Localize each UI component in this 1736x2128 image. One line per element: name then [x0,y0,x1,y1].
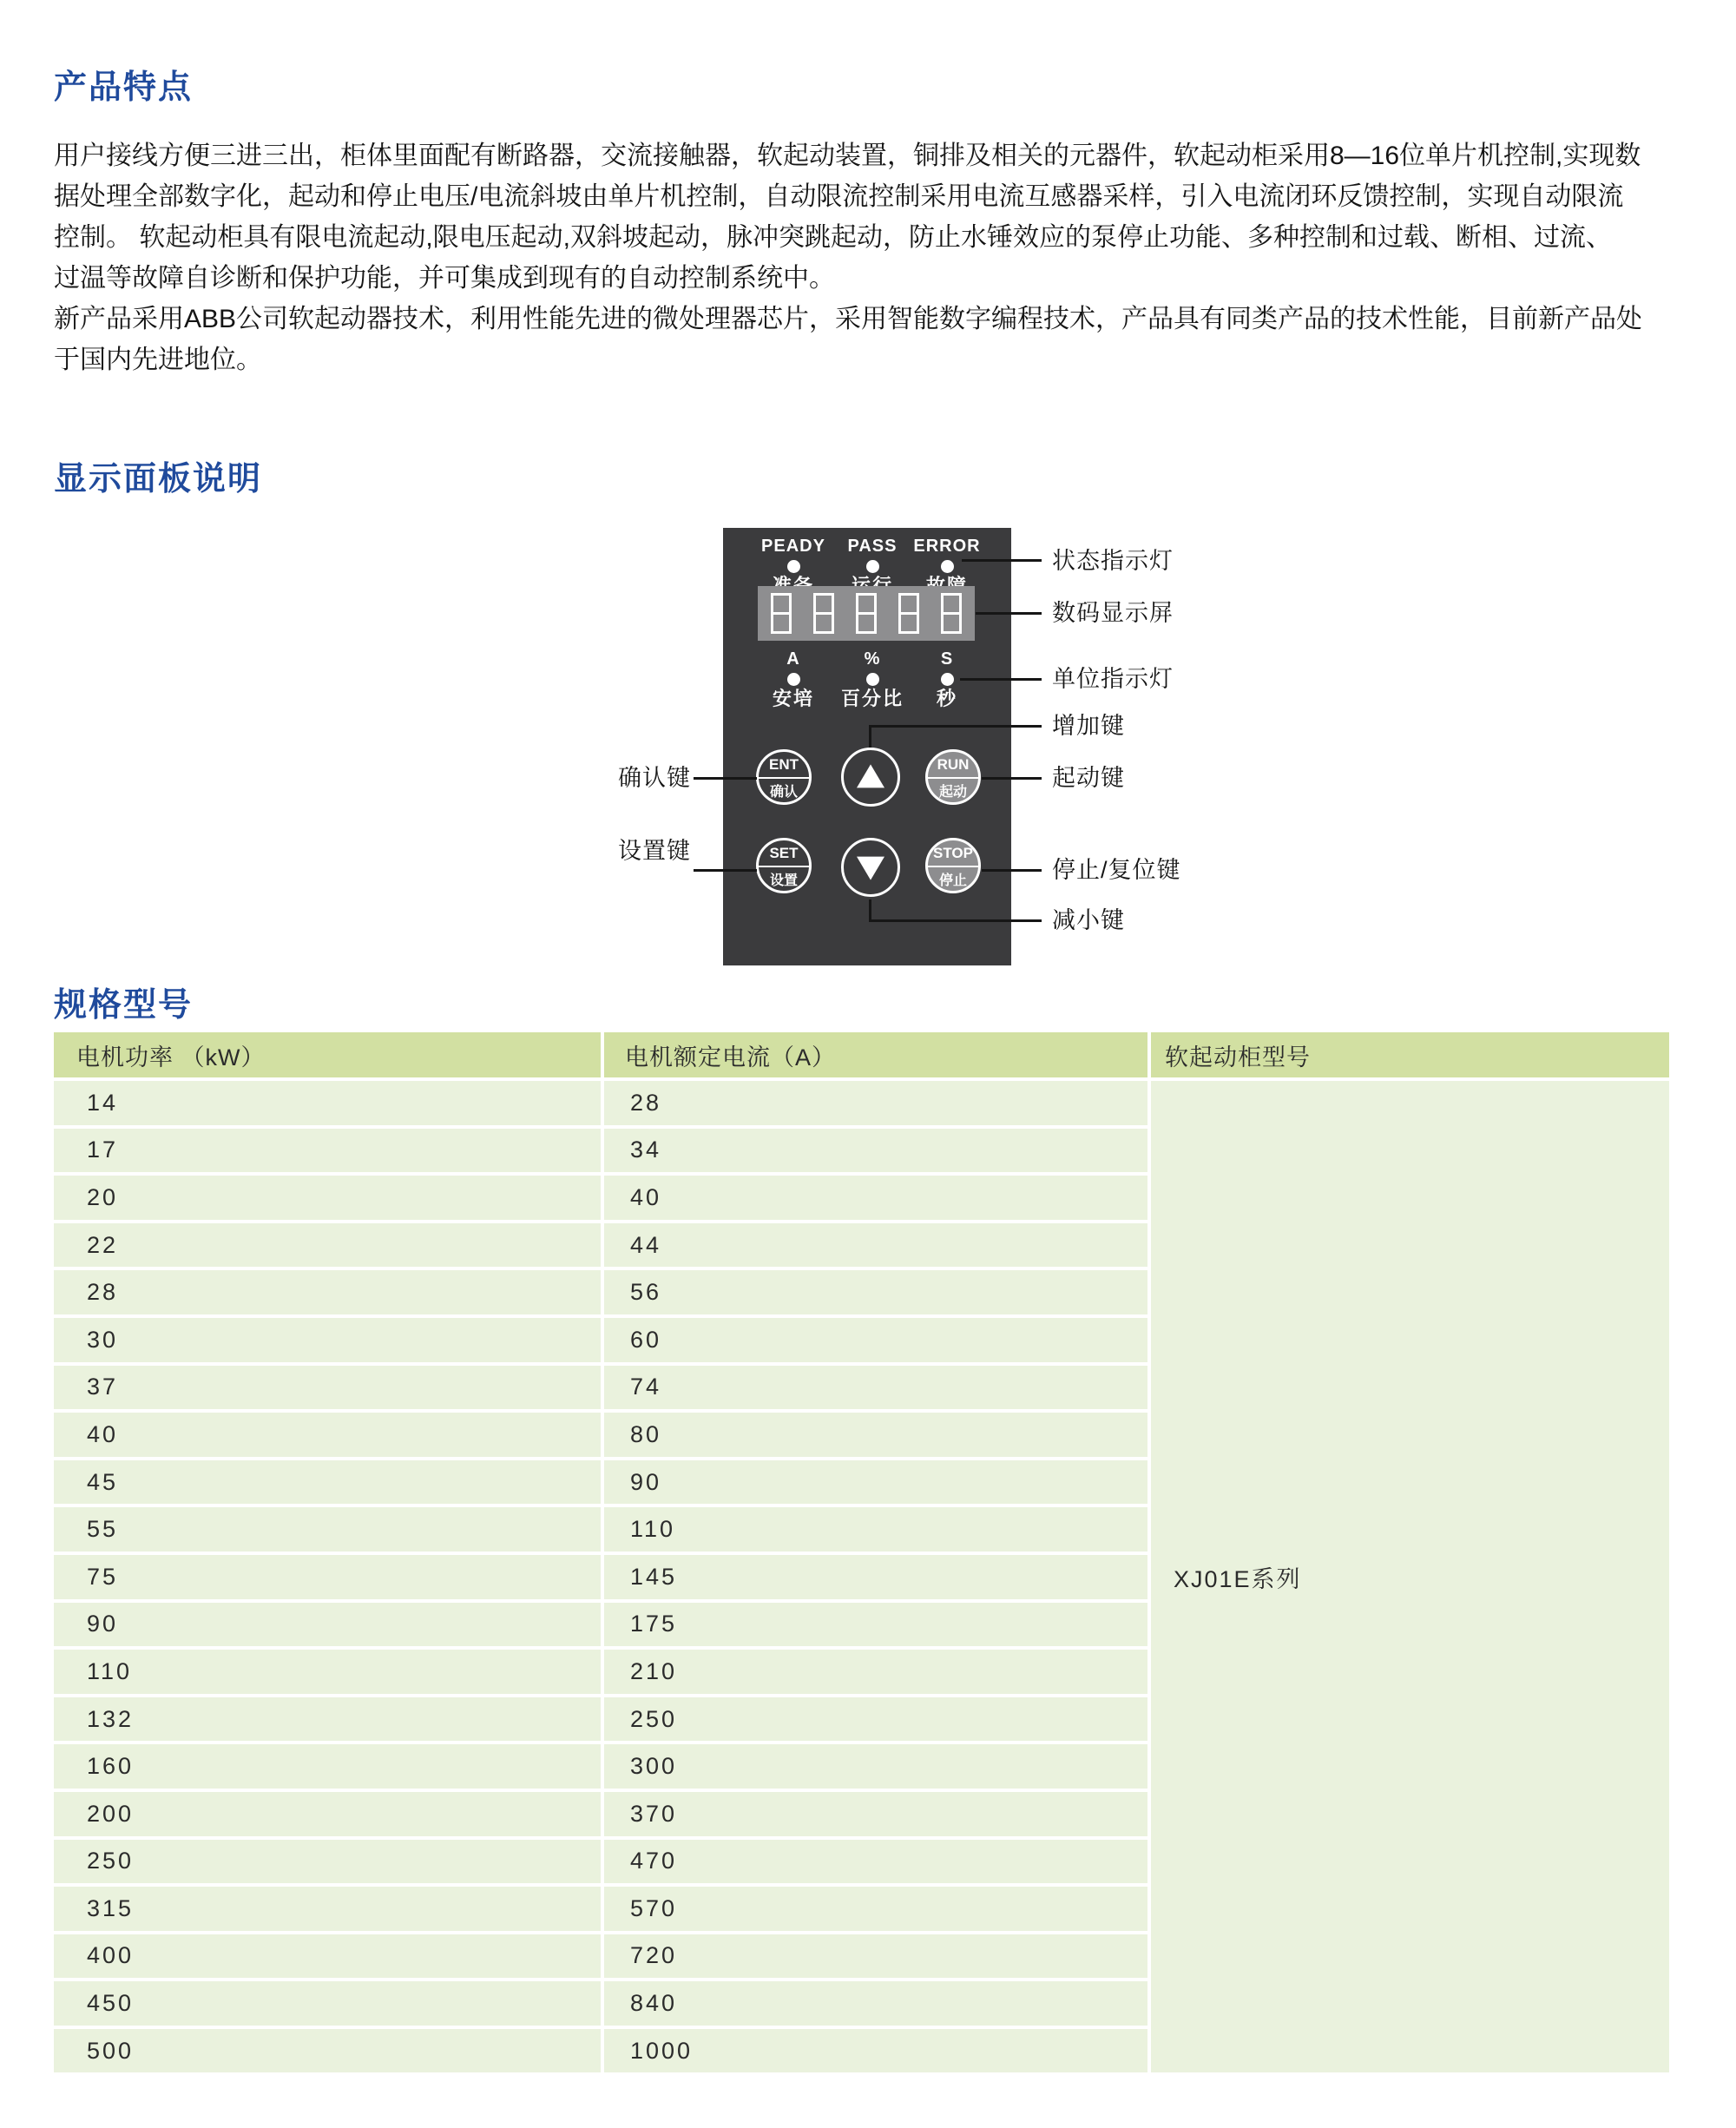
current-cell: 90 [604,1460,1147,1505]
power-cell: 250 [54,1840,601,1884]
column-header-motor-power: 电机功率 （kW） [54,1032,601,1077]
down-arrow-icon [857,857,884,880]
ampere-led-icon [787,673,800,686]
run-start-button [925,749,981,805]
table-row [54,1792,1147,1836]
features-paragraph [54,135,1703,380]
callout-stop-reset-key: 停止/复位键 [1052,857,1181,883]
current-cell: 40 [604,1176,1147,1220]
unit-led-second-label-en: S [940,649,954,669]
current-cell: 175 [604,1603,1147,1647]
callout-decrease-key: 减小键 [1052,907,1125,933]
callout-increase-key: 增加键 [1052,713,1125,739]
spec-table-body [54,1081,1147,2076]
power-cell: 55 [54,1507,601,1552]
power-cell: 500 [54,2029,601,2073]
current-cell: 840 [604,1981,1147,2026]
current-cell: 370 [604,1792,1147,1836]
run-button-label-cn: 起动 [938,785,967,800]
features-line: 用户接线方便三进三出，柜体里面配有断路器，交流接触器，软起动装置，铜排及相关的元器件，软起动柜采用8—16位单片机控制,实现数 [54,142,1641,170]
current-cell: 80 [604,1413,1147,1457]
leader-line-stop [982,869,1042,872]
up-arrow-icon [857,764,884,787]
power-cell: 132 [54,1697,601,1742]
power-cell: 400 [54,1934,601,1979]
current-cell: 56 [604,1270,1147,1314]
ent-button-label-cn: 确认 [769,785,798,800]
current-cell: 250 [604,1697,1147,1742]
increase-arrow-button [841,748,900,807]
second-led-icon [941,673,954,686]
power-cell: 30 [54,1318,601,1362]
power-cell: 40 [54,1413,601,1457]
power-cell: 28 [54,1270,601,1314]
power-cell: 22 [54,1223,601,1268]
run-button-label-en: RUN [928,752,978,779]
callout-digital-display: 数码显示屏 [1052,600,1174,626]
leader-line-set [694,869,757,872]
leader-line-decrease [869,919,1042,922]
current-cell: 300 [604,1744,1147,1789]
display-digit [898,593,919,634]
status-led-pass-label-en: PASS [847,537,898,556]
table-row [54,1981,1147,2026]
power-cell: 37 [54,1366,601,1410]
current-cell: 110 [604,1507,1147,1552]
table-row [54,1555,1147,1599]
features-line: 控制。 软起动柜具有限电流起动,限电压起动,双斜坡起动，脉冲突跳起动，防止水锤效应的泵停止功能、多种控制和过载、断相、过流、 [54,223,1613,252]
table-row [54,1840,1147,1884]
table-row [54,1318,1147,1362]
table-row [54,2029,1147,2073]
current-cell: 28 [604,1081,1147,1125]
display-digit [813,593,834,634]
table-row [54,1129,1147,1173]
specs-heading: 规格型号 [54,986,194,1024]
power-cell: 450 [54,1981,601,2026]
column-header-rated-current: 电机额定电流（A） [604,1032,1147,1077]
current-cell: 210 [604,1650,1147,1694]
leader-line-display [976,612,1042,615]
features-line: 于国内先进地位。 [54,346,262,374]
current-cell: 1000 [604,2029,1147,2073]
table-row [54,1603,1147,1647]
decrease-arrow-button [841,838,900,897]
power-cell: 110 [54,1650,601,1694]
stop-button-label-cn: 停止 [938,873,967,888]
callout-run-key: 起动键 [1052,765,1125,791]
table-row [54,1697,1147,1742]
power-cell: 90 [54,1603,601,1647]
leader-line-status [962,559,1042,562]
control-panel-illustration [723,528,1011,965]
leader-line-unit [960,678,1042,681]
table-row [54,1366,1147,1410]
power-cell: 17 [54,1129,601,1173]
leader-line-increase-vertical [869,725,871,748]
set-button-label-cn: 设置 [769,873,798,888]
current-cell: 470 [604,1840,1147,1884]
table-row [54,1270,1147,1314]
features-heading: 产品特点 [54,69,194,107]
table-row [54,1460,1147,1505]
callout-unit-leds: 单位指示灯 [1052,666,1174,692]
callout-status-leds: 状态指示灯 [1052,548,1174,574]
table-row [54,1650,1147,1694]
unit-led-percent-label-en: % [864,649,881,669]
power-cell: 200 [54,1792,601,1836]
callout-confirm-key: 确认键 [618,765,691,791]
display-digit [856,593,877,634]
set-button [756,838,812,893]
current-cell: 60 [604,1318,1147,1362]
current-cell: 34 [604,1129,1147,1173]
status-led-ready-label-en: PEADY [761,537,825,556]
seven-segment-display [758,586,975,641]
set-button-label-en: SET [759,840,809,867]
stop-button-label-en: STOP [928,840,978,867]
ready-led-icon [787,560,800,573]
current-cell: 570 [604,1887,1147,1931]
table-row [54,1223,1147,1268]
power-cell: 20 [54,1176,601,1220]
percent-led-icon [866,673,879,686]
table-row [54,1744,1147,1789]
leader-line-confirm [694,777,757,780]
unit-led-ampere-label-en: A [786,649,800,669]
current-cell: 720 [604,1934,1147,1979]
table-row [54,1507,1147,1552]
current-cell: 44 [604,1223,1147,1268]
column-header-cabinet-model: 软起动柜型号 [1151,1032,1669,1077]
power-cell: 315 [54,1887,601,1931]
unit-led-percent-label-cn: 百分比 [840,688,904,709]
features-line: 据处理全部数字化，起动和停止电压/电流斜坡由单片机控制，自动限流控制采用电流互感器采样，引入电流闭环反馈控制，实现自动限流 [54,182,1624,211]
callout-set-key: 设置键 [618,838,691,864]
current-cell: 74 [604,1366,1147,1410]
table-row [54,1887,1147,1931]
pass-led-icon [866,560,879,573]
error-led-icon [941,560,954,573]
leader-line-run [982,777,1042,780]
leader-line-increase [869,725,1042,728]
cabinet-model-merged-cell: XJ01E系列 [1151,1081,1669,2072]
table-row [54,1934,1147,1979]
power-cell: 75 [54,1555,601,1599]
features-line: 新产品采用ABB公司软起动器技术，利用性能先进的微处理器芯片，采用智能数字编程技术，产品具有同类产品的技术性能，目前新产品处 [54,305,1643,333]
unit-led-ampere-label-cn: 安培 [772,688,814,709]
ent-button-label-en: ENT [759,752,809,779]
table-row [54,1176,1147,1220]
unit-led-second-label-cn: 秒 [936,688,957,709]
panel-heading: 显示面板说明 [54,460,263,497]
current-cell: 145 [604,1555,1147,1599]
stop-button [925,838,981,893]
table-row [54,1413,1147,1457]
power-cell: 14 [54,1081,601,1125]
ent-confirm-button [756,749,812,805]
power-cell: 45 [54,1460,601,1505]
status-led-error-label-en: ERROR [913,537,981,556]
display-digit [771,593,792,634]
power-cell: 160 [54,1744,601,1789]
display-digit [941,593,962,634]
table-row [54,1081,1147,1125]
features-line: 过温等故障自诊断和保护功能，并可集成到现有的自动控制系统中。 [54,264,835,293]
